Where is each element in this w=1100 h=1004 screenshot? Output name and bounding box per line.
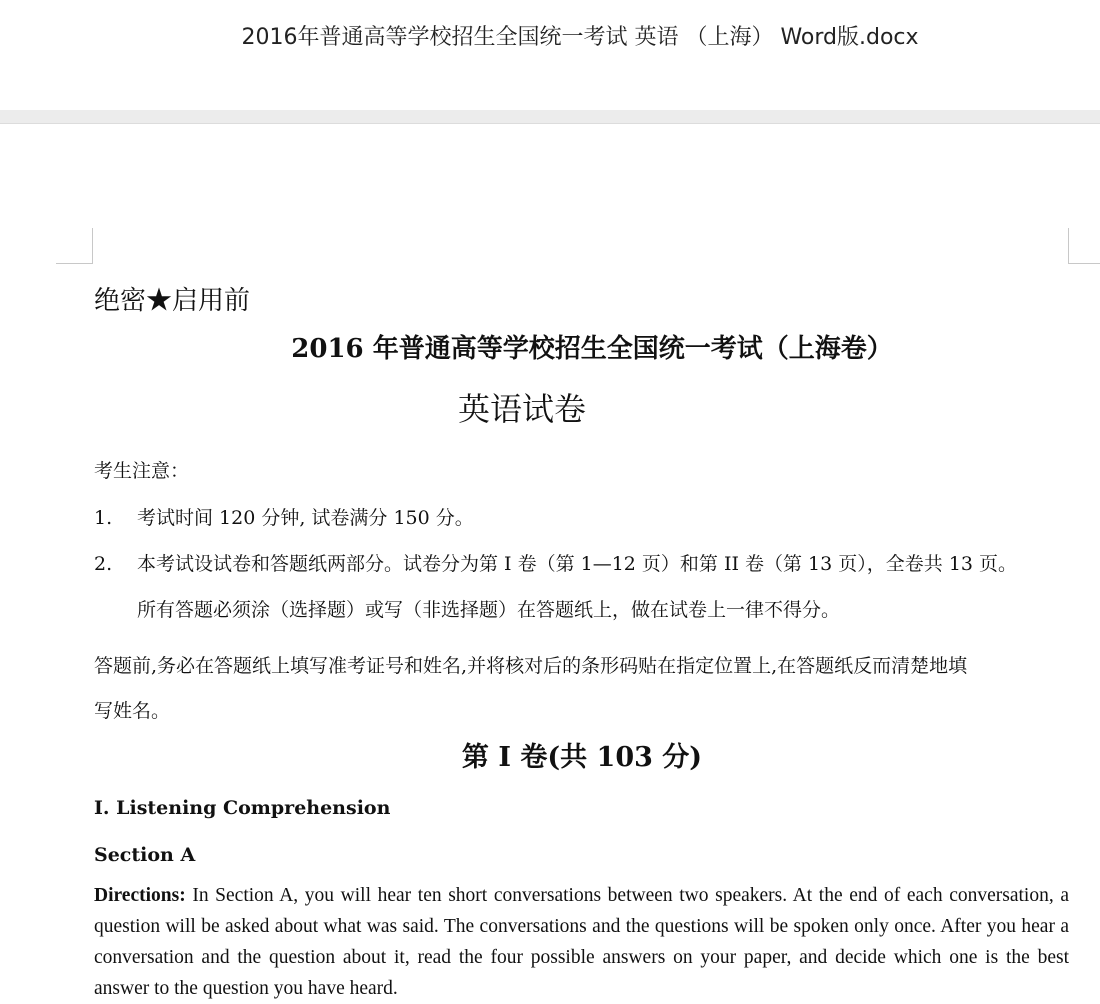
notice-heading: 考生注意： — [94, 460, 190, 482]
notice-item-1 — [94, 503, 474, 530]
document-title: 2016年普通高等学校招生全国统一考试 英语 （上海） Word版.docx — [241, 25, 919, 50]
notice-number: 1. — [94, 507, 113, 529]
crop-mark-left — [92, 228, 93, 264]
crop-mark-left-horizontal — [56, 263, 92, 264]
title-bar — [0, 0, 1100, 110]
notice-item-2-continuation: 所有答题必须涂（选择题）或写（非选择题）在答题纸上，做在试卷上一律不得分。 — [137, 599, 841, 621]
exam-subtitle: 英语试卷 — [457, 390, 586, 428]
notice-item-2 — [94, 549, 1017, 576]
exam-title: 2016 年普通高等学校招生全国统一考试（上海卷） — [291, 334, 893, 364]
notice-number: 2. — [94, 553, 113, 575]
crop-mark-right — [1068, 228, 1069, 264]
directions-label: Directions: — [94, 885, 186, 906]
notice-text: 本考试设试卷和答题纸两部分。试卷分为第 I 卷（第 1—12 页）和第 II 卷（第 13 页），全卷共 13 页。 — [137, 553, 1018, 575]
section-heading-a: Section A — [94, 844, 196, 866]
section-heading-listening: I. Listening Comprehension — [94, 797, 391, 819]
instruction-paragraph: 答题前,务必在答题纸上填写准考证号和姓名,并将核对后的条形码贴在指定位置上,在答题纸反而清楚地填 — [94, 655, 968, 677]
part-title: 第 I 卷(共 103 分) — [461, 742, 703, 773]
crop-mark-right-horizontal — [1068, 263, 1100, 264]
instruction-paragraph-end: 写姓名。 — [94, 700, 171, 722]
document-page[interactable] — [0, 124, 1100, 999]
directions-text: In Section A, you will hear ten short conversations between two speakers. At the end of each conversation, a question will be asked about what was said. The conversations and the questions will be spoken only once. After you hear a conversation and the question about it, read the four possible answers on your paper, and decide which one is the best answer to the question you have heard. — [94, 885, 1069, 999]
notice-text: 考试时间 120 分钟, 试卷满分 150 分。 — [137, 507, 474, 529]
directions-paragraph — [94, 880, 1069, 1004]
toolbar-divider — [0, 110, 1100, 124]
secret-mark: 绝密★启用前 — [94, 286, 251, 316]
